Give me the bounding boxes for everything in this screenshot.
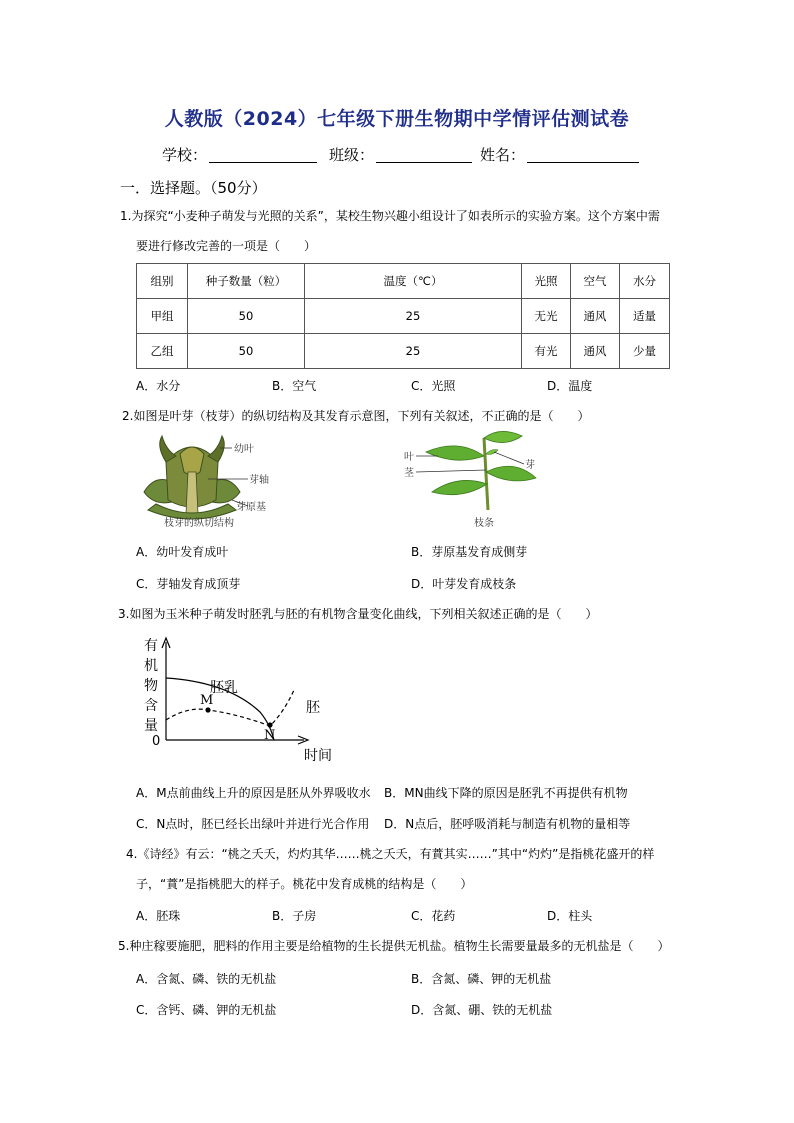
q5-option-b: B．含氮、磷、钾的无机盐 [411, 972, 552, 986]
q4-option-c: C．花药 [411, 909, 456, 923]
table-header-cell: 空气 [571, 264, 620, 299]
label-bud: 芽 [525, 460, 535, 471]
graph-xlabel: 时间 [304, 748, 332, 764]
q1-experiment-table [136, 263, 670, 369]
graph-ylabel-char: 有 [144, 638, 158, 654]
table-row [137, 299, 670, 334]
table-cell: 有光 [522, 334, 571, 369]
page-title: 人教版（2024）七年级下册生物期中学情评估测试卷 [164, 108, 630, 130]
graph-origin: 0 [152, 734, 161, 749]
table-cell: 甲组 [137, 299, 188, 334]
q3-option-d: D．N点后，胚呼吸消耗与制造有机物的量相等 [384, 817, 631, 831]
q5-text: 5.种庄稼要施肥，肥料的作用主要是给植物的生长提供无机盐。植物生长需要量最多的无机盐是（ ） [118, 939, 670, 953]
q4-text-line2: 子，“蕡”是指桃肥大的样子。桃花中发育成桃的结构是（ ） [136, 877, 473, 891]
table-cell: 25 [305, 299, 522, 334]
q5-option-c: C．含钙、磷、钾的无机盐 [136, 1003, 277, 1017]
q1-text-line1: 1.为探究“小麦种子萌发与光照的关系”，某校生物兴趣小组设计了如表所示的实验方案。这个方案中需 [120, 209, 660, 223]
graph-ylabel-char: 物 [144, 678, 158, 694]
graph-ylabel-char: 量 [144, 718, 158, 734]
q3-option-b: B．MN曲线下降的原因是胚乳不再提供有机物 [384, 786, 628, 800]
table-header-cell: 水分 [620, 264, 670, 299]
q3-text: 3.如图为玉米种子萌发时胚乳与胚的有机物含量变化曲线，下列相关叙述正确的是（ ） [118, 607, 598, 621]
q3-option-a: A．M点前曲线上升的原因是胚从外界吸收水 [136, 786, 371, 800]
label-stem: 茎 [404, 468, 414, 479]
name-blank[interactable] [527, 146, 639, 163]
table-cell: 50 [188, 299, 305, 334]
label-bud-primordium: 芽原基 [236, 502, 266, 513]
organic-matter-graph [138, 632, 358, 770]
graph-ylabel-char: 含 [144, 698, 158, 714]
q1-option-d: D．温度 [547, 379, 593, 393]
graph-point-m: M [200, 693, 214, 708]
q2-text: 2.如图是叶芽（枝芽）的纵切结构及其发育示意图，下列有关叙述，不正确的是（ ） [122, 409, 590, 423]
table-cell: 25 [305, 334, 522, 369]
q4-option-a: A．胚珠 [136, 909, 181, 923]
graph-curve-embryo-label: 胚 [306, 700, 320, 716]
student-info-line [162, 144, 647, 165]
label-young-leaf: 幼叶 [234, 444, 254, 455]
q2-option-c: C．芽轴发育成顶芽 [136, 577, 241, 591]
q5-option-a: A．含氮、磷、铁的无机盐 [136, 972, 277, 986]
table-cell: 少量 [620, 334, 670, 369]
bud-section-figure [136, 432, 276, 530]
table-cell: 无光 [522, 299, 571, 334]
q1-option-a: A．水分 [136, 379, 181, 393]
class-label: 班级： [329, 146, 375, 164]
table-header-cell: 种子数量（粒） [188, 264, 305, 299]
class-blank[interactable] [376, 146, 472, 163]
bud-figure-caption: 枝芽的纵切结构 [164, 518, 234, 529]
q1-option-b: B．空气 [272, 379, 317, 393]
q2-option-b: B．芽原基发育成侧芽 [411, 545, 528, 559]
table-cell: 通风 [571, 299, 620, 334]
label-bud-axis: 芽轴 [249, 475, 269, 486]
table-cell: 乙组 [137, 334, 188, 369]
q2-option-a: A．幼叶发育成叶 [136, 545, 229, 559]
table-header-row [137, 264, 670, 299]
table-header-cell: 组别 [137, 264, 188, 299]
table-header-cell: 光照 [522, 264, 571, 299]
graph-curve-endosperm-label: 胚乳 [210, 680, 238, 696]
label-leaf: 叶 [404, 452, 414, 463]
table-cell: 50 [188, 334, 305, 369]
section-heading: 一．选择题。（50分） [120, 179, 267, 197]
q1-option-c: C．光照 [411, 379, 456, 393]
table-cell: 通风 [571, 334, 620, 369]
branch-figure-caption: 枝条 [474, 518, 494, 529]
graph-point-n: N [264, 728, 276, 743]
school-label: 学校： [162, 146, 208, 164]
school-blank[interactable] [209, 146, 317, 163]
q5-option-d: D．含氮、硼、铁的无机盐 [411, 1003, 553, 1017]
graph-ylabel-char: 机 [144, 658, 158, 674]
q4-option-b: B．子房 [272, 909, 317, 923]
q2-option-d: D．叶芽发育成枝条 [411, 577, 517, 591]
branch-figure [402, 426, 542, 530]
table-header-cell: 温度（℃） [305, 264, 522, 299]
q1-text-line2: 要进行修改完善的一项是（ ） [136, 239, 317, 253]
q4-option-d: D．柱头 [547, 909, 593, 923]
table-cell: 适量 [620, 299, 670, 334]
name-label: 姓名： [480, 146, 526, 164]
table-row [137, 334, 670, 369]
q4-text-line1: 4.《诗经》有云：“桃之夭夭，灼灼其华……桃之夭夭，有蕡其实……”其中“灼灼”是指桃花盛开的样 [126, 847, 655, 861]
q3-option-c: C．N点时，胚已经长出绿叶并进行光合作用 [136, 817, 370, 831]
